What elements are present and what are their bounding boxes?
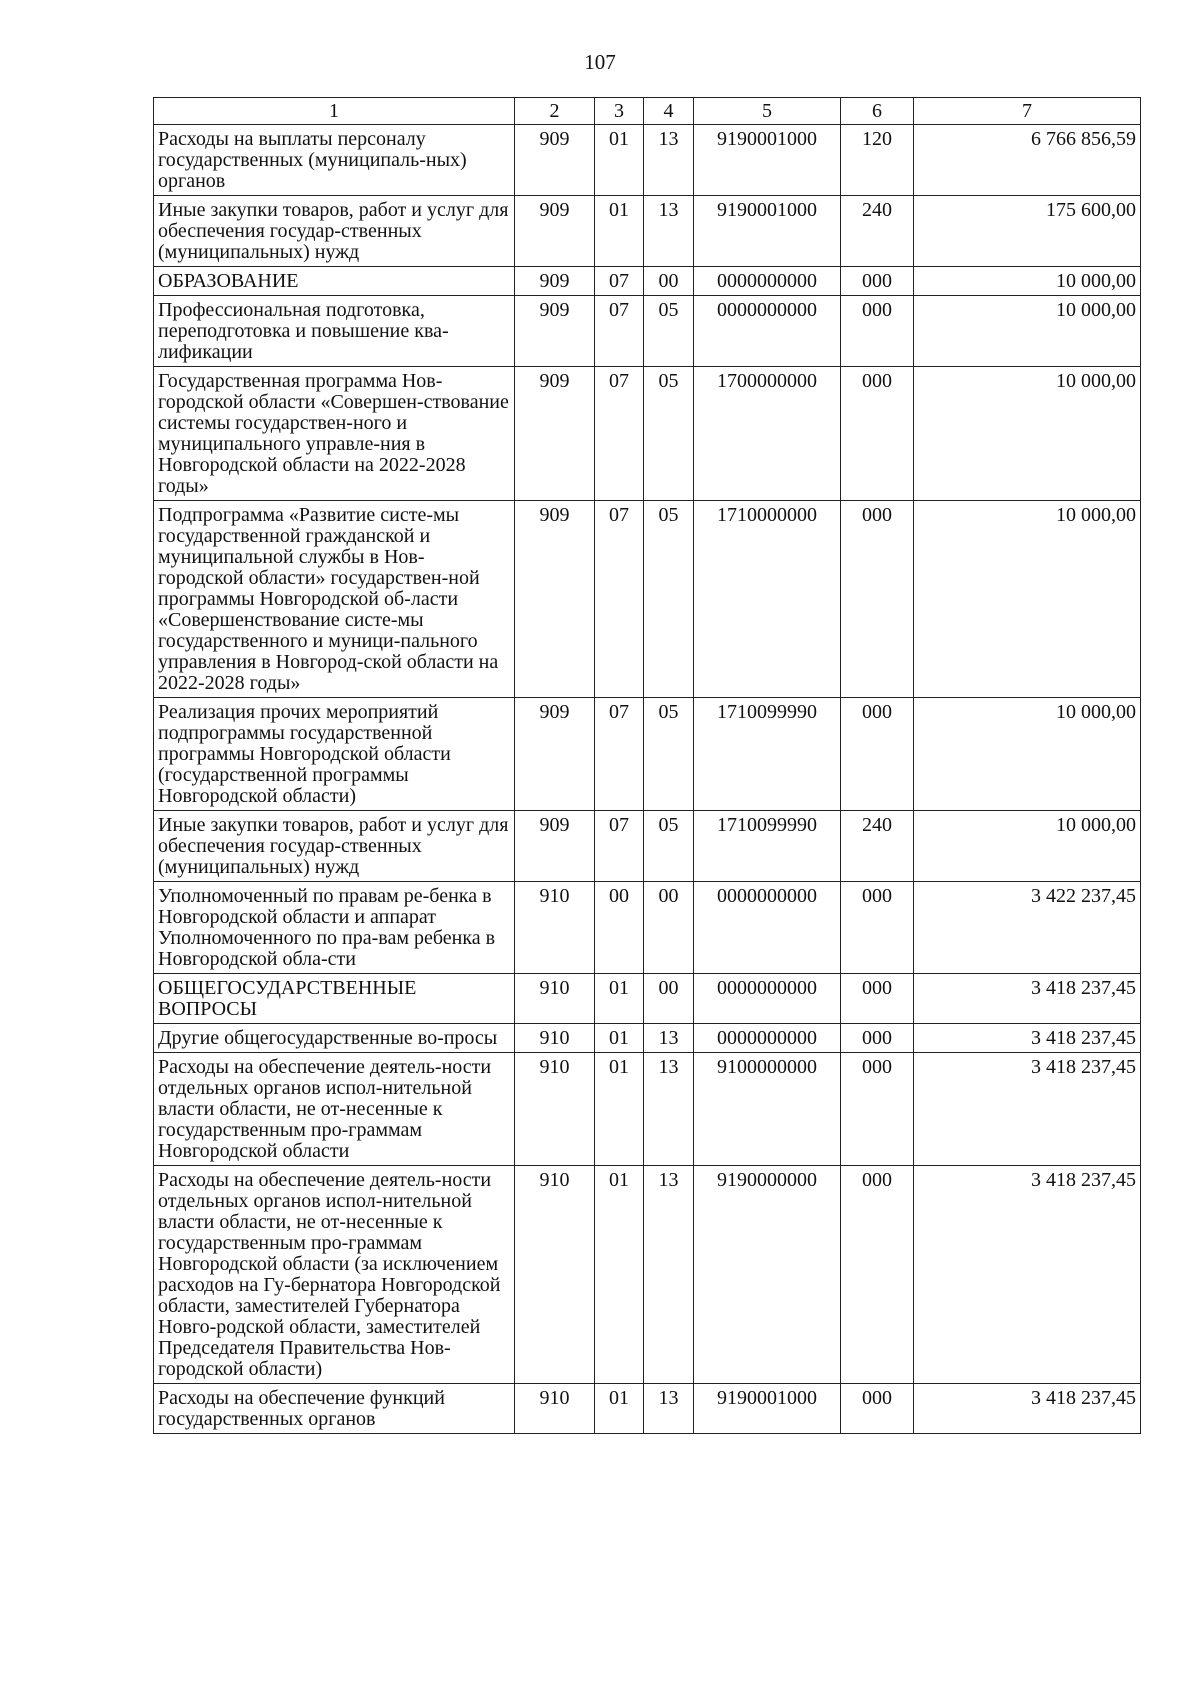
amount-cell: 10 000,00 bbox=[914, 267, 1141, 296]
subsection-code-cell: 13 bbox=[644, 196, 694, 267]
grbs-code-cell: 909 bbox=[515, 698, 595, 811]
expense-type-cell: 000 bbox=[841, 1384, 914, 1434]
budget-table bbox=[153, 97, 1141, 1434]
section-code-cell: 01 bbox=[595, 1024, 644, 1053]
table-row bbox=[154, 698, 1141, 811]
amount-cell: 10 000,00 bbox=[914, 698, 1141, 811]
subsection-code-cell: 00 bbox=[644, 974, 694, 1024]
subsection-code-cell: 05 bbox=[644, 296, 694, 367]
target-article-cell: 0000000000 bbox=[694, 882, 841, 974]
target-article-cell: 1710099990 bbox=[694, 811, 841, 882]
table-header bbox=[154, 98, 1141, 125]
subsection-code-cell: 00 bbox=[644, 882, 694, 974]
subsection-code-cell: 13 bbox=[644, 1053, 694, 1166]
table-row bbox=[154, 125, 1141, 196]
grbs-code-cell: 909 bbox=[515, 125, 595, 196]
section-code-cell: 00 bbox=[595, 882, 644, 974]
subsection-code-cell: 05 bbox=[644, 501, 694, 698]
target-article-cell: 9190001000 bbox=[694, 1384, 841, 1434]
target-article-cell: 9190001000 bbox=[694, 125, 841, 196]
expense-type-cell: 000 bbox=[841, 974, 914, 1024]
section-code-cell: 01 bbox=[595, 1166, 644, 1384]
amount-cell: 10 000,00 bbox=[914, 367, 1141, 501]
section-code-cell: 01 bbox=[595, 1384, 644, 1434]
grbs-code-cell: 909 bbox=[515, 196, 595, 267]
column-header: 1 bbox=[154, 98, 515, 125]
amount-cell: 3 418 237,45 bbox=[914, 974, 1141, 1024]
amount-cell: 10 000,00 bbox=[914, 296, 1141, 367]
target-article-cell: 9100000000 bbox=[694, 1053, 841, 1166]
expense-type-cell: 120 bbox=[841, 125, 914, 196]
section-code-cell: 07 bbox=[595, 811, 644, 882]
column-header: 2 bbox=[515, 98, 595, 125]
expense-type-cell: 000 bbox=[841, 698, 914, 811]
expense-name-cell: Уполномоченный по правам ре-бенка в Новгородской области и аппарат Уполномоченного по пра-вам ребенка в Новгородской обла-сти bbox=[154, 882, 515, 974]
subsection-code-cell: 13 bbox=[644, 125, 694, 196]
amount-cell: 175 600,00 bbox=[914, 196, 1141, 267]
subsection-code-cell: 13 bbox=[644, 1384, 694, 1434]
grbs-code-cell: 910 bbox=[515, 882, 595, 974]
grbs-code-cell: 909 bbox=[515, 501, 595, 698]
table-row bbox=[154, 811, 1141, 882]
expense-type-cell: 240 bbox=[841, 811, 914, 882]
expense-name-cell: Подпрограмма «Развитие систе-мы государственной гражданской и муниципальной службы в Нов-городской области» государствен-ной программы Новгородской об-ласти «Совершенствование систе-мы государственного и муници-пального управления в Новгород-ской области на 2022-2028 годы» bbox=[154, 501, 515, 698]
grbs-code-cell: 910 bbox=[515, 1384, 595, 1434]
expense-name-cell: ОБРАЗОВАНИЕ bbox=[154, 267, 515, 296]
section-code-cell: 07 bbox=[595, 367, 644, 501]
target-article-cell: 0000000000 bbox=[694, 1024, 841, 1053]
expense-type-cell: 000 bbox=[841, 501, 914, 698]
subsection-code-cell: 05 bbox=[644, 367, 694, 501]
table-row bbox=[154, 882, 1141, 974]
amount-cell: 10 000,00 bbox=[914, 811, 1141, 882]
column-header: 5 bbox=[694, 98, 841, 125]
expense-name-cell: Реализация прочих мероприятий подпрограммы государственной программы Новгородской области (государственной программы Новгородской области) bbox=[154, 698, 515, 811]
column-header: 6 bbox=[841, 98, 914, 125]
column-header: 3 bbox=[595, 98, 644, 125]
grbs-code-cell: 909 bbox=[515, 296, 595, 367]
target-article-cell: 0000000000 bbox=[694, 974, 841, 1024]
grbs-code-cell: 910 bbox=[515, 1053, 595, 1166]
section-code-cell: 07 bbox=[595, 267, 644, 296]
subsection-code-cell: 13 bbox=[644, 1166, 694, 1384]
target-article-cell: 9190000000 bbox=[694, 1166, 841, 1384]
table-row bbox=[154, 501, 1141, 698]
section-code-cell: 01 bbox=[595, 125, 644, 196]
expense-type-cell: 000 bbox=[841, 1166, 914, 1384]
column-header: 4 bbox=[644, 98, 694, 125]
column-header: 7 bbox=[914, 98, 1141, 125]
page-number: 107 bbox=[584, 50, 616, 74]
expense-type-cell: 000 bbox=[841, 296, 914, 367]
expense-name-cell: Расходы на обеспечение функций государственных органов bbox=[154, 1384, 515, 1434]
section-code-cell: 01 bbox=[595, 1053, 644, 1166]
subsection-code-cell: 05 bbox=[644, 811, 694, 882]
grbs-code-cell: 910 bbox=[515, 1024, 595, 1053]
expense-name-cell: Иные закупки товаров, работ и услуг для обеспечения государ-ственных (муниципальных) нужд bbox=[154, 811, 515, 882]
table-row bbox=[154, 1024, 1141, 1053]
section-code-cell: 07 bbox=[595, 501, 644, 698]
amount-cell: 3 422 237,45 bbox=[914, 882, 1141, 974]
expense-name-cell: Профессиональная подготовка, переподготовка и повышение ква-лификации bbox=[154, 296, 515, 367]
amount-cell: 3 418 237,45 bbox=[914, 1166, 1141, 1384]
expense-type-cell: 000 bbox=[841, 367, 914, 501]
table-row bbox=[154, 1053, 1141, 1166]
expense-type-cell: 240 bbox=[841, 196, 914, 267]
expense-name-cell: Расходы на обеспечение деятель-ности отдельных органов испол-нительной власти области, не от-несенные к государственным про-граммам Новгородской области bbox=[154, 1053, 515, 1166]
table-row bbox=[154, 1384, 1141, 1434]
subsection-code-cell: 13 bbox=[644, 1024, 694, 1053]
grbs-code-cell: 909 bbox=[515, 267, 595, 296]
expense-name-cell: ОБЩЕГОСУДАРСТВЕННЫЕ ВОПРОСЫ bbox=[154, 974, 515, 1024]
subsection-code-cell: 00 bbox=[644, 267, 694, 296]
table-body bbox=[154, 125, 1141, 1434]
expense-type-cell: 000 bbox=[841, 1053, 914, 1166]
grbs-code-cell: 909 bbox=[515, 367, 595, 501]
expense-type-cell: 000 bbox=[841, 267, 914, 296]
expense-type-cell: 000 bbox=[841, 1024, 914, 1053]
table-row bbox=[154, 196, 1141, 267]
grbs-code-cell: 910 bbox=[515, 1166, 595, 1384]
section-code-cell: 07 bbox=[595, 698, 644, 811]
target-article-cell: 1700000000 bbox=[694, 367, 841, 501]
target-article-cell: 1710099990 bbox=[694, 698, 841, 811]
section-code-cell: 07 bbox=[595, 296, 644, 367]
table-row bbox=[154, 974, 1141, 1024]
table-row bbox=[154, 367, 1141, 501]
expense-name-cell: Государственная программа Нов-городской области «Совершен-ствование системы государствен-ного и муниципального управле-ния в Новгородской области на 2022-2028 годы» bbox=[154, 367, 515, 501]
amount-cell: 3 418 237,45 bbox=[914, 1384, 1141, 1434]
target-article-cell: 0000000000 bbox=[694, 296, 841, 367]
table-row bbox=[154, 267, 1141, 296]
amount-cell: 3 418 237,45 bbox=[914, 1024, 1141, 1053]
expense-name-cell: Иные закупки товаров, работ и услуг для обеспечения государ-ственных (муниципальных) нужд bbox=[154, 196, 515, 267]
expense-type-cell: 000 bbox=[841, 882, 914, 974]
amount-cell: 10 000,00 bbox=[914, 501, 1141, 698]
target-article-cell: 9190001000 bbox=[694, 196, 841, 267]
table-row bbox=[154, 1166, 1141, 1384]
expense-name-cell: Другие общегосударственные во-просы bbox=[154, 1024, 515, 1053]
subsection-code-cell: 05 bbox=[644, 698, 694, 811]
amount-cell: 6 766 856,59 bbox=[914, 125, 1141, 196]
section-code-cell: 01 bbox=[595, 196, 644, 267]
section-code-cell: 01 bbox=[595, 974, 644, 1024]
column-number-row bbox=[154, 98, 1141, 125]
expense-name-cell: Расходы на выплаты персоналу государственных (муниципаль-ных) органов bbox=[154, 125, 515, 196]
target-article-cell: 1710000000 bbox=[694, 501, 841, 698]
target-article-cell: 0000000000 bbox=[694, 267, 841, 296]
table-row bbox=[154, 296, 1141, 367]
grbs-code-cell: 910 bbox=[515, 974, 595, 1024]
grbs-code-cell: 909 bbox=[515, 811, 595, 882]
amount-cell: 3 418 237,45 bbox=[914, 1053, 1141, 1166]
expense-name-cell: Расходы на обеспечение деятель-ности отдельных органов испол-нительной власти области, не от-несенные к государственным про-граммам Новгородской области (за исключением расходов на Гу-бернатора Новгородской области, заместителей Губернатора Новго-родской области, заместителей Председателя Правительства Нов-городской области) bbox=[154, 1166, 515, 1384]
